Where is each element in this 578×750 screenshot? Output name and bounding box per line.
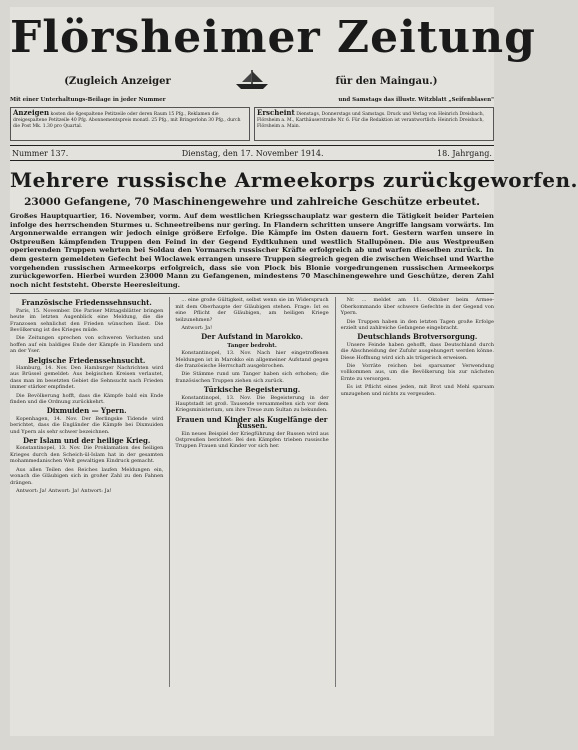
article-paragraph: Hamburg, 14. Nov. Den Hamburger Nachrichten wird aus Brüssel gemeldet: Aus belgischen Kreisen verlautet, dass man im besetzten Gebiet die Sehnsucht nach Frieden immer stärker empfindet.	[10, 365, 164, 391]
subtitle-left: (Zugleich Anzeiger	[64, 75, 171, 87]
section-heading: Türkische Begeisterung.	[203, 385, 301, 395]
newspaper-page	[10, 7, 578, 736]
section-subheading: Tanger bedroht.	[227, 342, 277, 349]
tagline-right: und Samstags das illustr. Witzblatt „Seifenblasen"	[338, 97, 494, 103]
article-paragraph: ... eine große Gültigkeit, selbst wenn sie im Widerspruch mit dem Oberhaupte der Gläubigen stehen. Frage: Ist es eine Pflicht der Gläubigen, am heiligen Kriege teilzunehmen?	[175, 297, 329, 323]
masthead-subtitle-row	[10, 69, 494, 93]
article-column	[169, 297, 328, 687]
issue-number: Nummer 137.	[12, 148, 69, 158]
article-paragraph: Konstantinopel, 13. Nov. Die Proklamation des heiligen Krieges durch den Scheich-ül-Islam hat in der gesamten mohammedanischen Welt gewaltigen Eindruck gemacht.	[10, 445, 164, 465]
article-paragraph: Die Stämme rund um Tanger haben sich erhoben; die französischen Truppen ziehen sich zurück.	[175, 371, 329, 384]
article-paragraph: Antwort: Ja!	[181, 324, 213, 331]
article-paragraph: Die Bevölkerung hofft, dass die Kämpfe bald ein Ende finden und die Ordnung zurückkehrt.	[10, 392, 164, 406]
erscheint-box	[254, 107, 494, 141]
article-paragraph: Aus allen Teilen des Reiches laufen Meldungen ein, wonach die Gläubigen sich in großer Zahl zu den Fahnen drängen.	[10, 466, 164, 486]
anzeigen-box	[10, 107, 250, 141]
article-paragraph: Die Truppen haben in den letzten Tagen große Erfolge erzielt und zahlreiche Gefangene eingebracht.	[340, 318, 494, 331]
main-headline: Mehrere russische Armeekorps zurückgeworfen.	[10, 168, 578, 192]
issue-year: 18. Jahrgang.	[437, 148, 492, 158]
tagline-left: Mit einer Unterhaltungs-Beilage in jeder Nummer	[10, 97, 166, 103]
section-heading: Französische Friedenssehnsucht.	[21, 298, 152, 308]
dateline	[10, 145, 494, 161]
article-paragraph: Konstantinopel, 13. Nov. Nach hier eingetroffenen Meldungen ist in Marokko ein allgemeiner Aufstand gegen die französische Herrschaft ausgebrochen.	[175, 350, 329, 369]
article-paragraph: Paris, 15. November. Die Pariser Mittagsblätter bringen heute im letzten Augenblick eine Meldung, die die Franzosen sehnlichst den Frieden wünschen lässt. Die Bevölkerung ist des Krieges müde.	[10, 307, 164, 333]
article-paragraph: Nr. ... meldet am 11. Oktober beim Armee-Oberkommando über schwere Gefechte in der Gegend von Ypern.	[340, 297, 494, 317]
issue-date: Dienstag, den 17. November 1914.	[181, 148, 324, 158]
article-paragraph: Kopenhagen, 14. Nov. Der Berlingske Tidende wird berichtet, dass die Engländer die Kämpfe bei Dixmuiden und Ypern als sehr schwer bezeichnen.	[10, 415, 164, 435]
ship-emblem-svg	[232, 68, 272, 90]
article-column	[335, 297, 494, 687]
anzeigen-label: Anzeigen	[13, 108, 50, 117]
subtitle-right: für den Maingau.)	[335, 75, 438, 87]
erscheint-text: Dienstags, Donnerstags und Samstags. Druck und Verlag von Heinrich Dreisbach, Flörsheim a. M., Karthäuserstraße Nr. 6. Für die Redaktion ist verantwortlich: Heinrich Dreisbach, Flörsheim a. Main.	[257, 112, 485, 129]
article-paragraph: Die Zeitungen sprechen von schweren Verlusten und hoffen auf ein baldiges Ende der Kämpfe in Flandern und an der Yser.	[10, 335, 164, 355]
section-heading: Frauen und Kinder als Kugelfänge der Russen.	[176, 414, 328, 431]
masthead-title: Flörsheimer Zeitung	[10, 12, 536, 63]
section-heading: Deutschlands Brotversorgung.	[357, 332, 478, 342]
article-paragraph: Antwort: Ja! Antwort: Ja! Antwort: Ja!	[16, 487, 112, 494]
article-paragraph: Unsere Feinde haben gehofft, dass Deutschland durch die Abschneidung der Zufuhr ausgehungert werden könne. Diese Hoffnung wird sich als trügerisch erweisen.	[340, 341, 494, 361]
article-paragraph: Konstantinopel, 13. Nov. Die Begeisterung in der Hauptstadt ist groß. Tausende versammelten sich vor dem Kriegsministerium, um ihre Treue zum Sultan zu bekunden.	[175, 394, 329, 414]
main-subhead: 23000 Gefangene, 70 Maschinengewehre und zahlreiche Geschütze erbeutet.	[24, 196, 480, 208]
section-heading: Der Aufstand in Marokko.	[201, 332, 303, 342]
article-paragraph: Es ist Pflicht eines jeden, mit Brot und Mehl sparsam umzugehen und nichts zu vergeuden.	[340, 384, 494, 397]
lead-article: Großes Hauptquartier, 16. November, vorm. Auf dem westlichen Kriegsschauplatz war gestern die Tätigkeit beider Parteien infolge des herrschenden Sturmes u. Schneetreibens nur gering. In Flandern schritten unsere Angriffe langsam vorwärts. Im Argonnerwalde errangen wir jedoch einige größere Erfolge. Die Kämpfe im Osten dauern fort. Gestern warfen unsere in Ostpreußen kämpfenden Truppen den Feind in der Gegend Eydtkuhnen und westlich Stallupönen. Die aus Westpreußen operierenden Truppen wehrten bei Soldau den Vormarsch russischer Kräfte erfolgreich ab und warfen dieselben zurück. In dem gestern gemeldeten Gefecht bei Wloclawek errangen unsere Truppen siegreich gegen die zwischen Weichsel und Warthe vorgehenden russischen Armeekorps erfolgreich, dass sie von Plock bis Blonie vorgedrungenen russischen Armeekorps zurückgeworfen. Hierbei wurden 23000 Mann zu Gefangenen, mindestens 70 Maschinengewehre und Geschütze, deren Zahl noch nicht feststeht. Oberste Heeresleitung.	[10, 212, 494, 289]
section-heading: Belgische Friedenssehnsucht.	[27, 355, 146, 365]
article-paragraph: Ein neues Beispiel der Kriegführung der Russen wird aus Ostpreußen berichtet: Bei den Kämpfen trieben russische Truppen Frauen und Kinder vor sich her.	[175, 430, 329, 450]
anzeigen-text: kosten die 6gespaltene Petitzeile oder deren Raum 15 Pfg., Reklamen die dreigespaltene Petitzeile 40 Pfg. Abonnementspreis monatl. 25 Pfg., mit Bringerlohn 30 Pfg., durch die Post Mk. 1.30 pro Quartal.	[13, 112, 241, 129]
article-paragraph: Die Vorräte reichen bei sparsamer Verwendung vollkommen aus, um die Bevölkerung bis zur nächsten Ernte zu versorgen.	[340, 363, 494, 382]
ship-emblem-icon	[225, 68, 279, 95]
tagline-row	[10, 93, 494, 107]
section-heading: Dixmuiden — Ypern.	[46, 406, 127, 416]
section-heading: Der Islam und der heilige Krieg.	[22, 436, 151, 446]
article-column	[10, 297, 163, 687]
erscheint-label: Erscheint	[257, 108, 295, 117]
article-columns	[10, 293, 494, 687]
info-boxes	[10, 107, 494, 141]
